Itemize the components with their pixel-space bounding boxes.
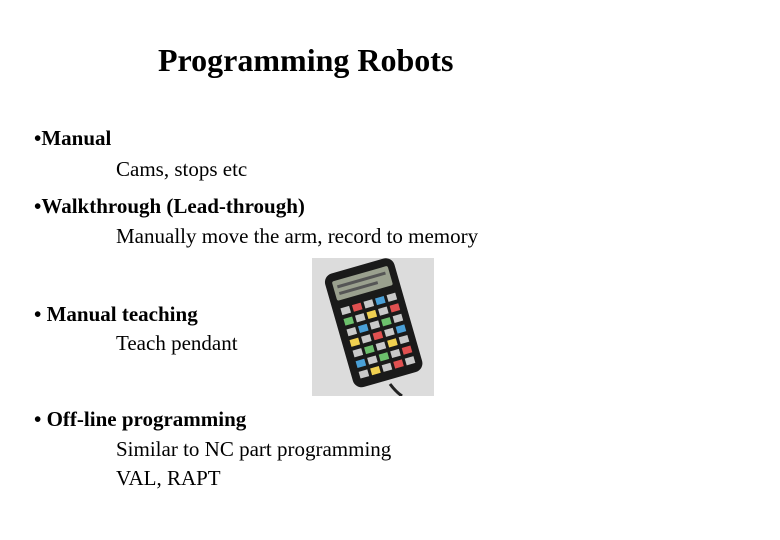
sub-manually-move-arm: Manually move the arm, record to memory xyxy=(116,224,479,248)
slide-title: Programming Robots xyxy=(158,42,454,78)
sub-teach-pendant: Teach pendant xyxy=(116,331,238,355)
sub-nc-part-programming: Similar to NC part programming xyxy=(116,437,392,461)
bullet-manual-teaching: • Manual teaching xyxy=(34,302,198,326)
teach-pendant-icon xyxy=(312,258,434,396)
bullet-walkthrough: •Walkthrough (Lead-through) xyxy=(34,194,305,218)
sub-cams-stops: Cams, stops etc xyxy=(116,157,248,181)
sub-val-rapt: VAL, RAPT xyxy=(116,466,221,490)
bullet-offline-programming: • Off-line programming xyxy=(34,407,247,431)
teach-pendant-photo xyxy=(312,258,434,396)
bullet-manual: •Manual xyxy=(34,126,112,150)
